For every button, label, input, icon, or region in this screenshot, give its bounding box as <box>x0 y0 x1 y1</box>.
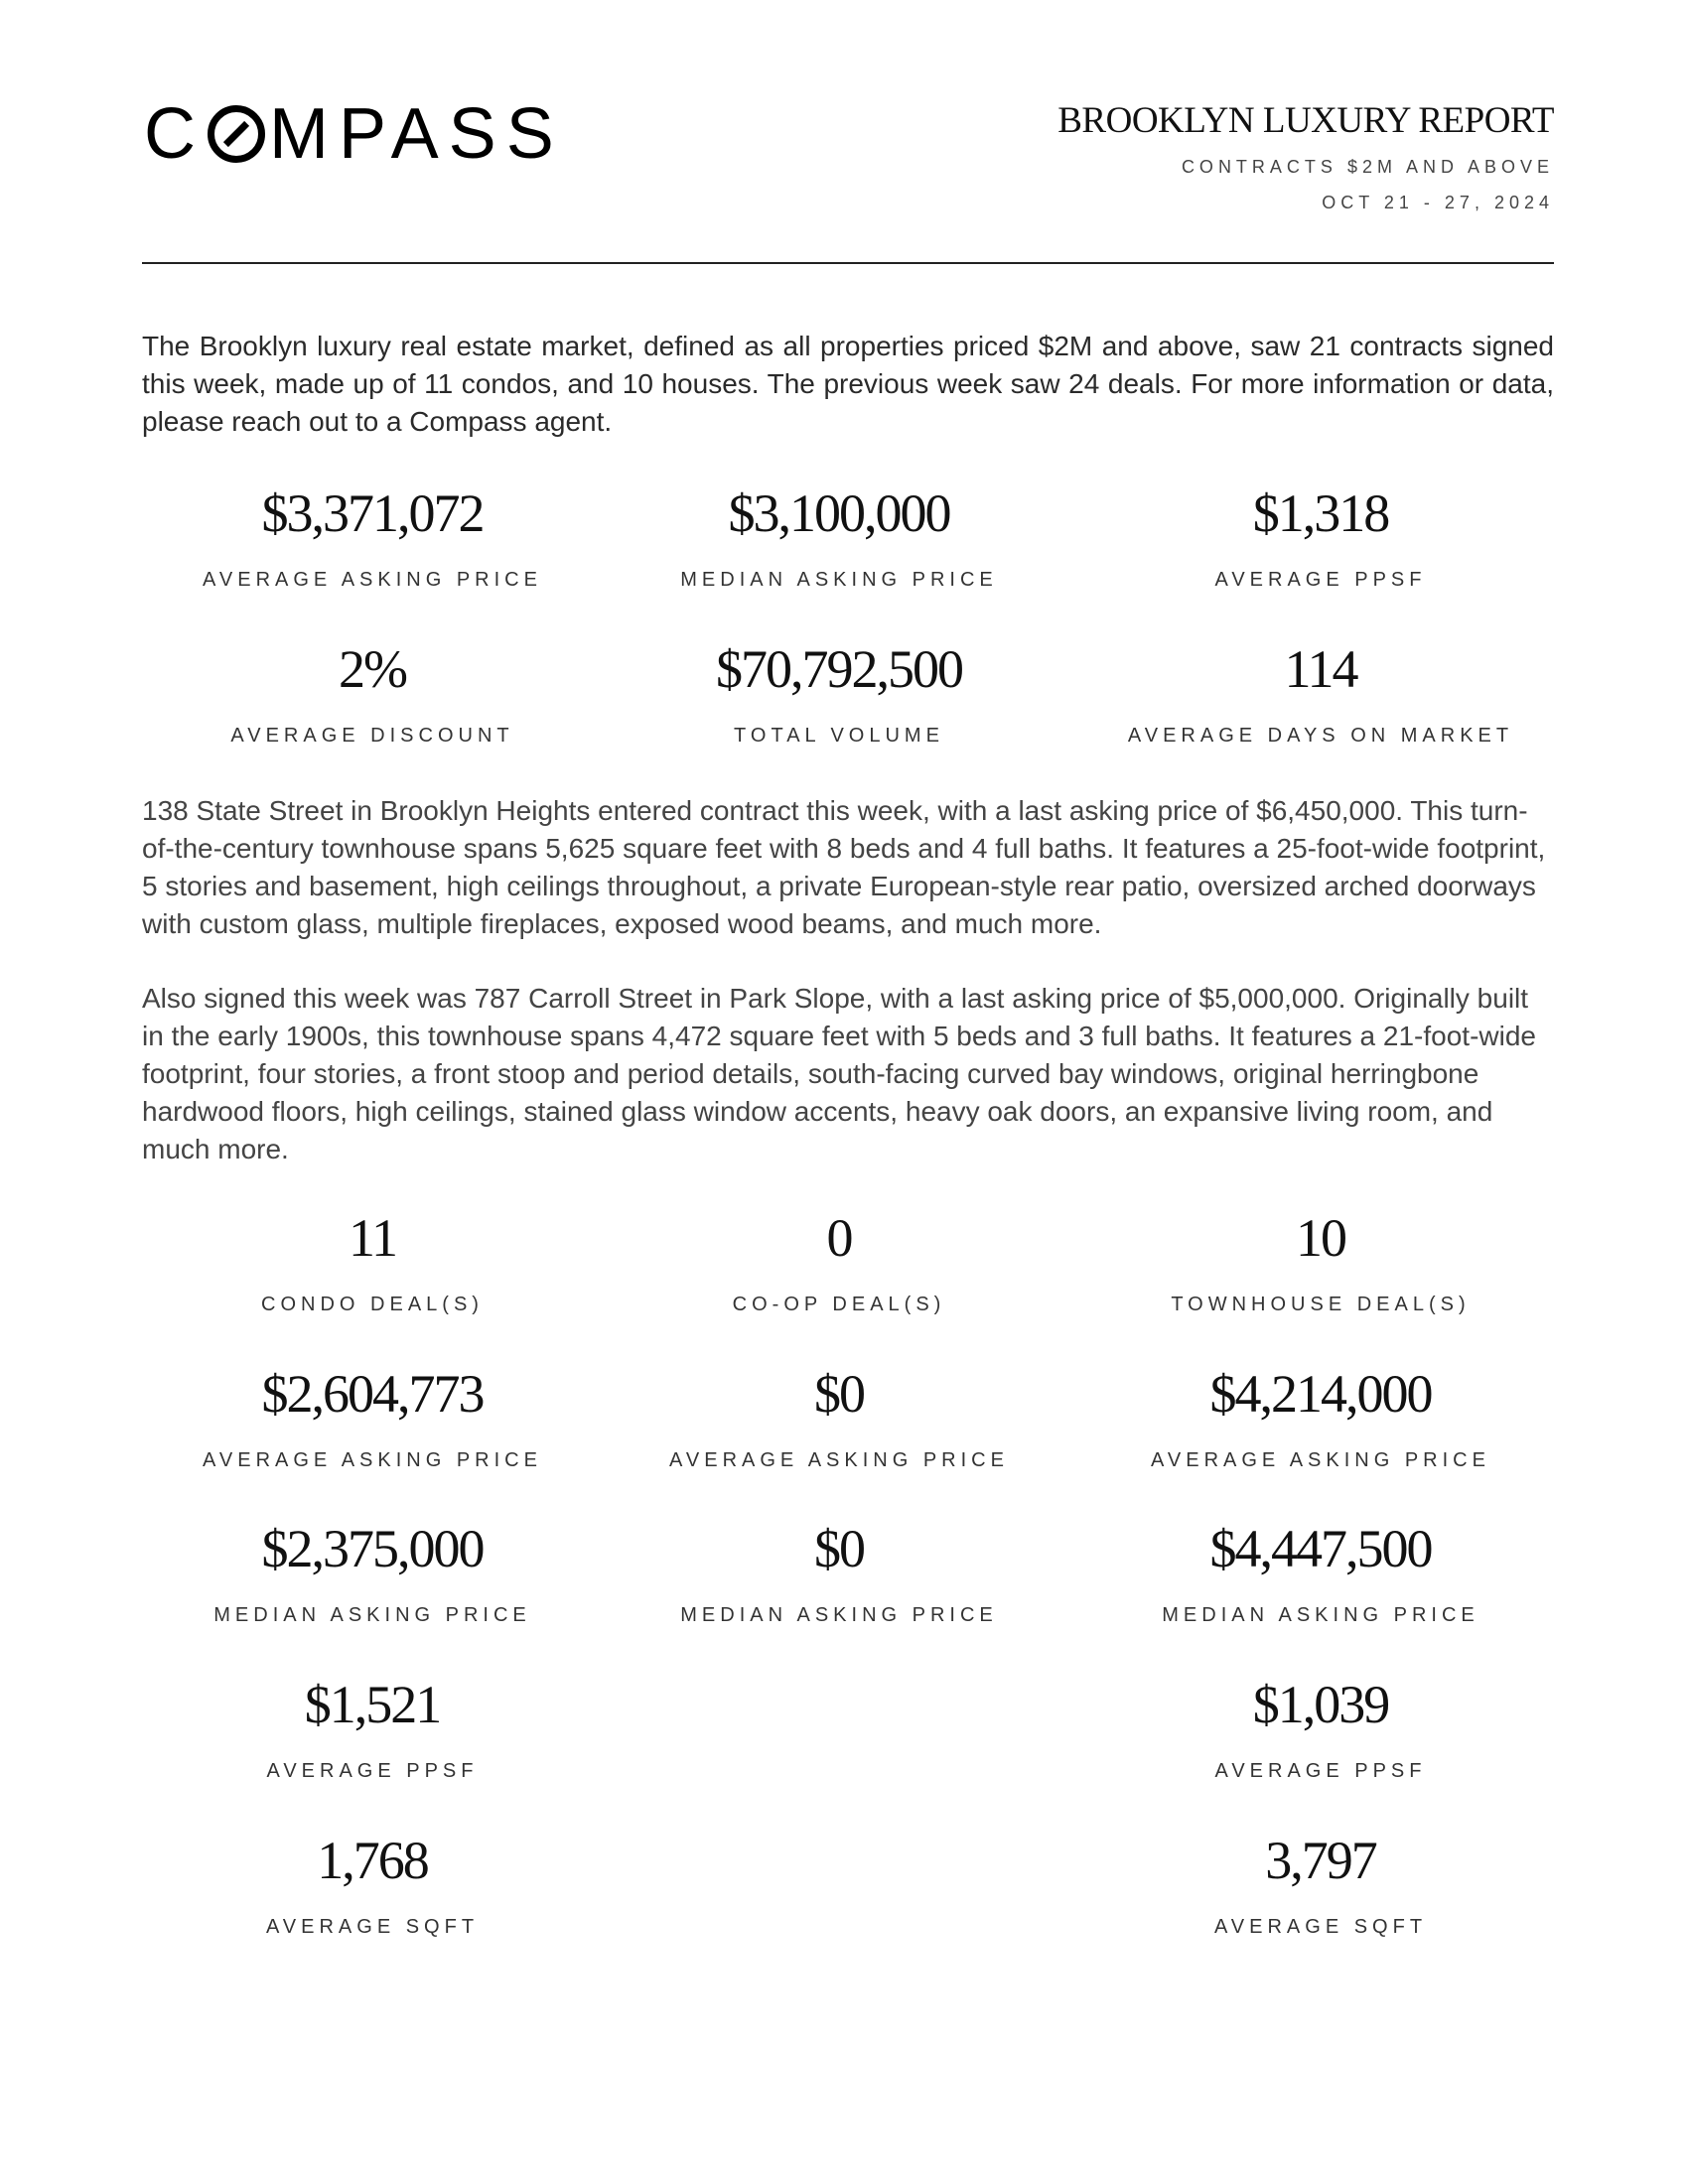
coop-average-asking-price <box>601 1364 1077 1473</box>
townhouse-deals <box>1082 1208 1559 1317</box>
stat-label: CONDO DEAL(S) <box>261 1294 484 1315</box>
townhouse-median-asking-price <box>1082 1519 1559 1628</box>
stat-value: 10 <box>1296 1208 1345 1268</box>
condo-deals <box>134 1208 611 1317</box>
stat-label: MEDIAN ASKING PRICE <box>680 1604 998 1626</box>
stat-average-asking-price <box>134 483 611 593</box>
stat-label: AVERAGE DAYS ON MARKET <box>1127 725 1514 747</box>
report-subtitle: CONTRACTS $2M AND ABOVE <box>1181 157 1554 177</box>
stat-value: $4,447,500 <box>1209 1519 1432 1578</box>
logo-letter-c: C <box>144 94 206 174</box>
stat-value: $1,318 <box>1252 483 1389 543</box>
title-block <box>1057 99 1554 214</box>
report-title: BROOKLYN LUXURY REPORT <box>1057 100 1554 141</box>
stat-label: MEDIAN ASKING PRICE <box>680 569 998 591</box>
stat-value: $0 <box>814 1519 864 1578</box>
townhouse-average-sqft <box>1082 1831 1559 1940</box>
stat-label: TOTAL VOLUME <box>734 725 944 747</box>
stat-value: $1,039 <box>1252 1675 1389 1734</box>
stat-label: AVERAGE DISCOUNT <box>230 725 514 747</box>
stat-value: $0 <box>814 1364 864 1424</box>
stat-value: 2% <box>339 639 406 699</box>
townhouse-average-asking-price <box>1082 1364 1559 1473</box>
stat-value: 3,797 <box>1265 1831 1376 1890</box>
condo-average-sqft <box>134 1831 611 1940</box>
stat-label: CO-OP DEAL(S) <box>732 1294 946 1315</box>
stat-label: AVERAGE SQFT <box>1213 1916 1428 1938</box>
intro-paragraph: The Brooklyn luxury real estate market, defined as all properties priced $2M and above, saw 21 contracts signed this week, made up of 11 condos, and 10 houses. The previous week saw 24 deals. For more information or data, please reach out to a Compass agent. <box>142 331 1554 437</box>
stat-average-discount <box>134 639 611 749</box>
stat-label: AVERAGE SQFT <box>265 1916 480 1938</box>
compass-o-logo-icon <box>208 105 265 163</box>
stat-total-volume <box>601 639 1077 749</box>
stat-label: AVERAGE PPSF <box>1214 569 1427 591</box>
stat-label: AVERAGE ASKING PRICE <box>203 1449 542 1471</box>
stat-average-ppsf <box>1082 483 1559 593</box>
stat-value: 1,768 <box>317 1831 428 1890</box>
highlight-paragraph-carroll-street: Also signed this week was 787 Carroll Street in Park Slope, with a last asking price of $5,000,000. Originally built in the early 1900s, this townhouse spans 4,472 square feet with 5 beds and 3 full baths. It features a 21-foot-wide footprint, four stories, a front stoop and period details, south-facing curved bay windows, original herringbone hardwood floors, high ceilings, stained glass window accents, heavy oak doors, an expansive living room, and much more. <box>142 983 1536 1164</box>
stat-label: AVERAGE ASKING PRICE <box>203 569 542 591</box>
stat-value: $1,521 <box>304 1675 441 1734</box>
stat-value: 0 <box>826 1208 852 1268</box>
stat-label: AVERAGE PPSF <box>266 1760 479 1782</box>
stat-label: TOWNHOUSE DEAL(S) <box>1171 1294 1471 1315</box>
stat-label: AVERAGE ASKING PRICE <box>1151 1449 1490 1471</box>
report-date-range: OCT 21 - 27, 2024 <box>1322 193 1554 212</box>
stat-median-asking-price <box>601 483 1077 593</box>
condo-average-ppsf <box>134 1675 611 1784</box>
stat-value: $3,371,072 <box>261 483 484 543</box>
stat-value: $70,792,500 <box>716 639 962 699</box>
stat-value: $4,214,000 <box>1209 1364 1432 1424</box>
condo-average-asking-price <box>134 1364 611 1473</box>
stat-label: MEDIAN ASKING PRICE <box>213 1604 531 1626</box>
report-page <box>142 0 1554 2184</box>
stat-value: $3,100,000 <box>728 483 950 543</box>
stat-value: $2,604,773 <box>261 1364 484 1424</box>
stat-value: 114 <box>1284 639 1357 699</box>
logo-letters-mpass: MPASS <box>269 94 564 174</box>
coop-deals <box>601 1208 1077 1317</box>
stat-label: AVERAGE ASKING PRICE <box>669 1449 1009 1471</box>
condo-median-asking-price <box>134 1519 611 1628</box>
townhouse-average-ppsf <box>1082 1675 1559 1784</box>
stat-label: MEDIAN ASKING PRICE <box>1162 1604 1479 1626</box>
coop-median-asking-price <box>601 1519 1077 1628</box>
report-header <box>142 0 1554 266</box>
stat-average-days-on-market <box>1082 639 1559 749</box>
compass-logo <box>144 94 564 174</box>
header-divider <box>142 262 1554 264</box>
highlight-paragraph-state-street: 138 State Street in Brooklyn Heights entered contract this week, with a last asking price of $6,450,000. This turn-of-the-century townhouse spans 5,625 square feet with 8 beds and 4 full baths. It features a 25-foot-wide footprint, 5 stories and basement, high ceilings throughout, a private European-style rear patio, oversized arched doorways with custom glass, multiple fireplaces, exposed wood beams, and much more. <box>142 795 1546 939</box>
stat-value: $2,375,000 <box>261 1519 484 1578</box>
stat-label: AVERAGE PPSF <box>1214 1760 1427 1782</box>
stat-value: 11 <box>349 1208 396 1268</box>
